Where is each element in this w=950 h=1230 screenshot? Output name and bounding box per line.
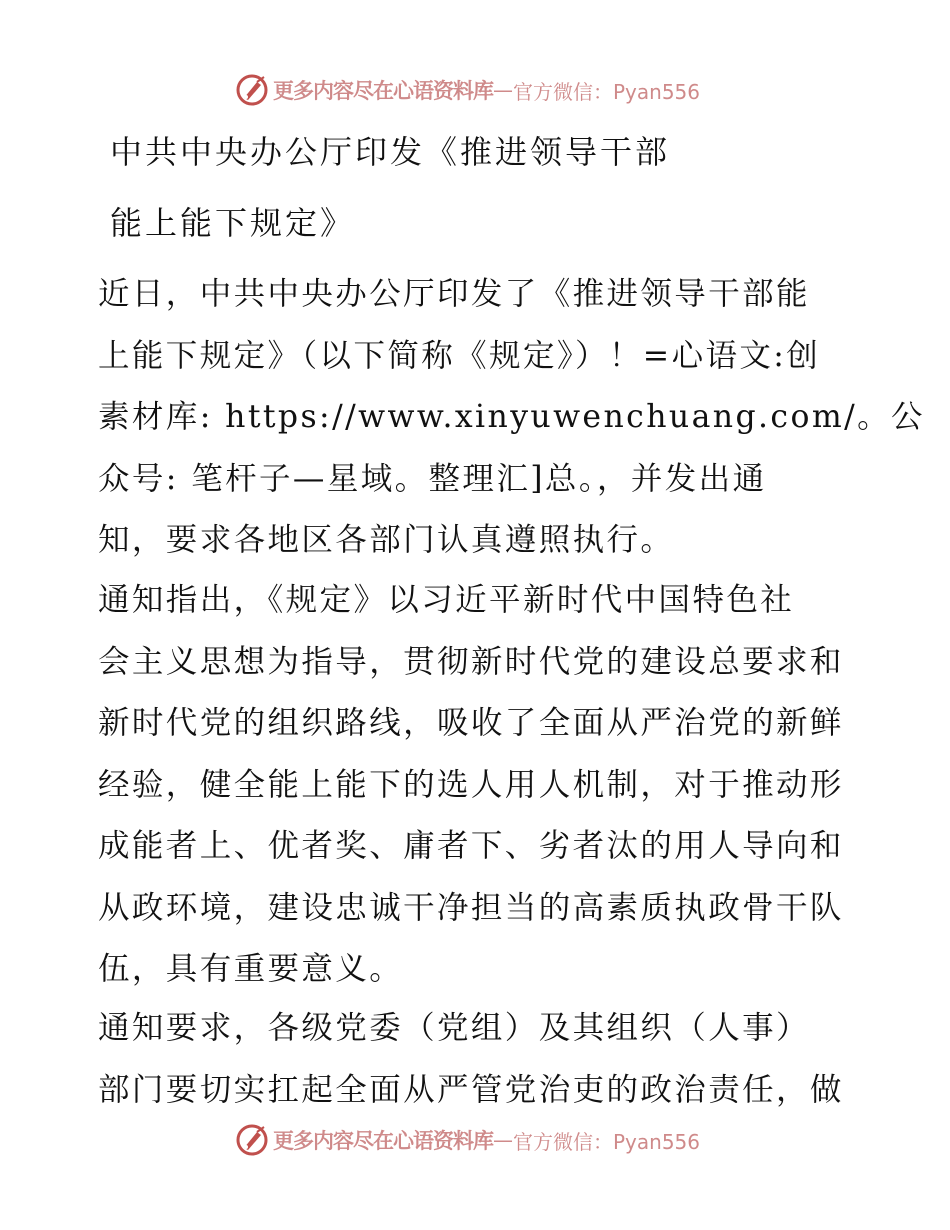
banner-separator: — bbox=[493, 1128, 513, 1152]
banner-brand: 更多内容尽在心语资料库 bbox=[273, 78, 493, 103]
text-line: 从政环境，建设忠诚干净担当的高素质执政骨干队 bbox=[98, 889, 844, 926]
text-line: 近日，中共中央办公厅印发了《推进领导干部能 bbox=[98, 276, 810, 312]
text-line: 会主义思想为指导，贯彻新时代党的建设总要求和 bbox=[98, 643, 844, 680]
document-title-line-2: 能上能下规定》 bbox=[110, 204, 356, 242]
footer-banner bbox=[235, 1122, 715, 1158]
banner-separator: — bbox=[493, 78, 513, 102]
paragraph-1 bbox=[98, 264, 925, 572]
text-line: 新时代党的组织路线，吸收了全面从严治党的新鲜 bbox=[98, 705, 844, 741]
banner-brand: 更多内容尽在心语资料库 bbox=[273, 1128, 493, 1153]
text-line: 部门要切实扛起全面从严管党治吏的政治责任，做 bbox=[98, 1071, 844, 1108]
banner-wechat: 官方微信：Pyan556 bbox=[513, 79, 701, 104]
text-line: 通知要求，各级党委（党组）及其组织（人事） bbox=[98, 1010, 810, 1046]
text-line: 素材库: https://www.xinyuwenchuang.com/。公 bbox=[98, 399, 925, 435]
document-title-line-1: 中共中央办公厅印发《推进领导干部 bbox=[110, 133, 671, 171]
banner-wechat: 官方微信：Pyan556 bbox=[513, 1129, 701, 1154]
text-line: 成能者上、优者奖、庸者下、劣者汰的用人导向和 bbox=[98, 828, 844, 864]
quill-logo-icon bbox=[235, 1123, 269, 1157]
text-line: 伍，具有重要意义。 bbox=[98, 951, 404, 987]
header-banner bbox=[235, 72, 715, 108]
paragraph-2 bbox=[98, 570, 853, 1001]
text-line: 上能下规定》（以下简称《规定》）！=心语文:创 bbox=[98, 337, 821, 374]
text-line: 通知指出，《规定》以习近平新时代中国特色社 bbox=[98, 582, 795, 618]
text-line: 众号: 笔杆子—星域。整理汇]总。，并发出通 bbox=[98, 460, 767, 497]
paragraph-3 bbox=[98, 998, 853, 1121]
text-line: 经验，健全能上能下的选人用人机制，对于推动形 bbox=[98, 766, 844, 803]
quill-logo-icon bbox=[235, 73, 269, 107]
text-line: 知，要求各地区各部门认真遵照执行。 bbox=[98, 522, 675, 558]
